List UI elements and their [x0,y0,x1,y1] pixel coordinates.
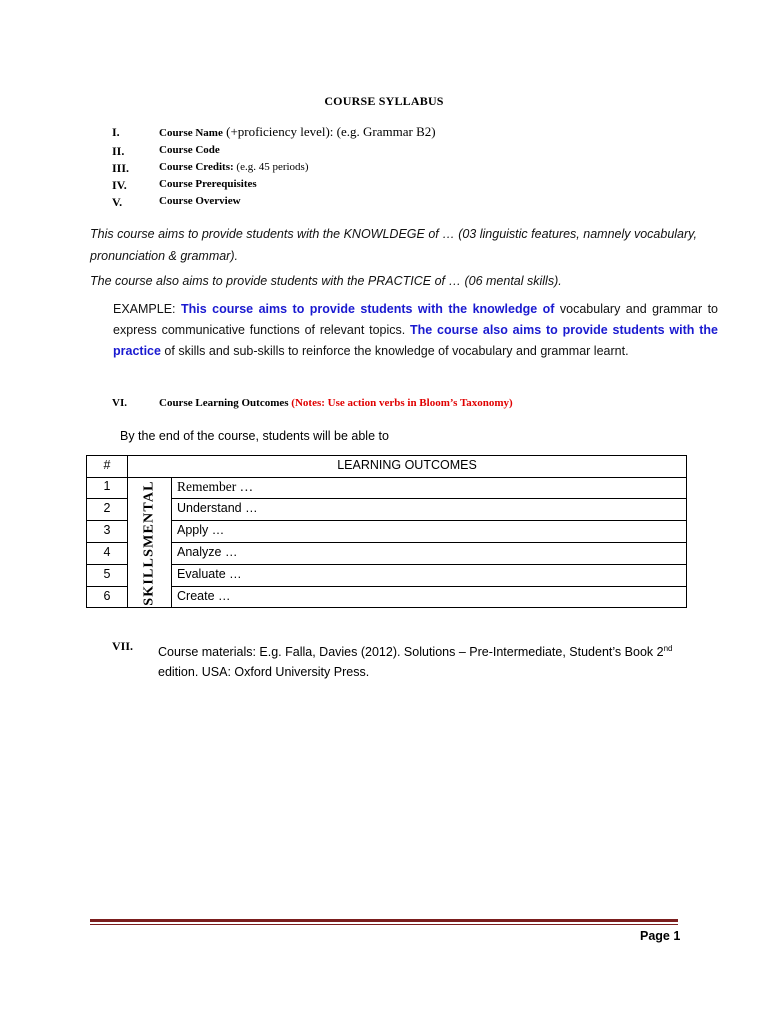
example-highlight-knowledge: This course aims to provide students with the knowledge of [180,302,555,316]
table-rule [171,542,686,543]
table-row-number: 2 [103,501,111,515]
example-highlight-practice: The course also aims to provide students with the practice [113,323,718,358]
table-row-number: 4 [103,545,111,559]
section-label: Course Learning Outcomes [159,397,289,409]
example-paragraph [113,299,718,362]
section-number: III. [112,161,130,175]
section-detail: (e.g. 45 periods) [233,161,309,173]
section-number: I. [112,125,120,139]
overview-paragraph-knowledge: This course aims to provide students with the KNOWLDEGE of … (03 linguistic features, namnely vocabulary, pronunciation & grammar). [90,227,697,263]
footer-rule [90,919,678,922]
table-row-number: 5 [103,567,111,581]
section-number: VII. [112,639,134,653]
table-rule [127,456,128,607]
outcomes-intro: By the end of the course, students will be able to [120,429,389,443]
table-row-outcome: Analyze … [177,545,238,559]
example-text: vocabulary and grammar to express communicative functions of relevant topics. [113,302,718,337]
table-row-number: 3 [103,523,111,537]
document-title: COURSE SYLLABUS [324,94,444,108]
table-row-outcome: Apply … [177,523,225,537]
table-row-outcome: Create … [177,589,231,603]
mental-skills-label: SKILLSMENTAL [142,480,157,606]
table-header-outcomes: LEARNING OUTCOMES [337,458,477,472]
table-rule [87,542,127,543]
course-materials-text: Course materials: E.g. Falla, Davies (2012). Solutions – Pre-Intermediate, Student’s Book 2nd edition. USA: Oxford University Press. [158,644,673,680]
table-row-outcome: Understand … [177,501,258,515]
table-row-outcome: Evaluate … [177,567,242,581]
section-label: Course Code [159,144,220,156]
table-row-outcome: Remember … [177,479,254,494]
section-detail: (+proficiency level): (e.g. Grammar B2) [222,124,436,139]
table-rule [171,498,686,499]
section-number: II. [112,144,125,158]
table-rule [171,477,172,607]
table-row-number: 6 [103,589,111,603]
table-rule [87,520,127,521]
footer-rule-thin [90,924,678,925]
ordinal-suffix: nd [663,644,673,653]
table-rule [171,586,686,587]
section-number: VI. [112,397,127,409]
table-rule [87,498,127,499]
example-label: EXAMPLE: [113,302,181,316]
example-text: of skills and sub-skills to reinforce the knowledge of vocabulary and grammar learnt. [160,344,629,358]
section-note: (Notes: Use action verbs in Bloom’s Taxonomy) [288,397,513,409]
overview-paragraph-practice: The course also aims to provide students with the PRACTICE of … (06 mental skills). [90,274,562,288]
table-header-number: # [103,458,111,472]
section-number: IV. [112,178,127,192]
learning-outcomes-table [86,455,687,608]
table-rule [87,477,686,478]
section-label: Course Name [159,127,223,139]
table-row-number: 1 [103,479,111,493]
section-label: Course Credits: [159,161,234,173]
section-label: Course Overview [159,195,241,207]
page-number: Page 1 [640,929,681,943]
table-rule [171,520,686,521]
section-label: Course Prerequisites [159,178,257,190]
table-rule [87,586,127,587]
section-number: V. [112,195,123,209]
section-learning-outcomes [112,397,513,409]
table-rule [87,564,127,565]
table-rule [171,564,686,565]
